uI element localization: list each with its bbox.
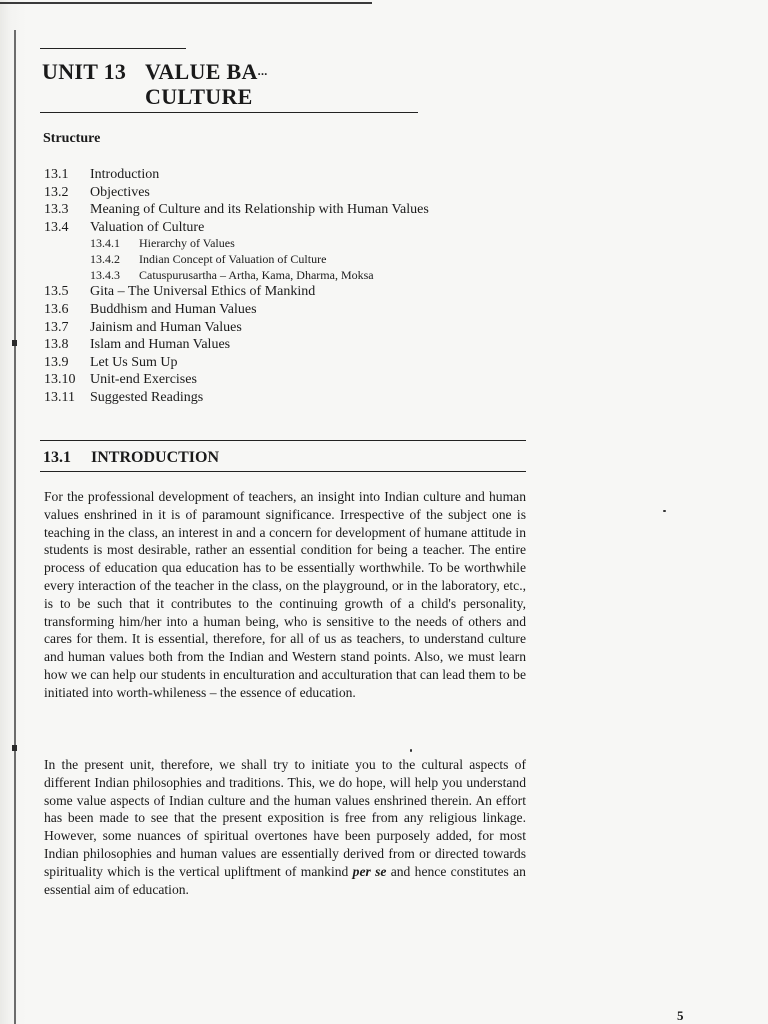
introduction-paragraph-1: For the professional development of teachers, an insight into Indian culture and human values enshrined in it is of paramount significance. Irrespective of the subject one is teaching in the class, an interest in and a concern for development of humane attitude in students is most desirable, rather an essential condition for being a teacher. The entire process of education qua education has to be essentially worthwhile. To be worthwhile every interaction of the teacher in the class, on the playground, or in the laboratory, etc., is to be such that it contributes to the continuing growth of a child's personality, transforming him/her into a human being, who is sensitive to the needs of others and cares for them. It is essential, therefore, for all of us as teachers, to understand culture and human values both from the Indian and Western stand points. Also, we must learn how we can help our students in enculturation and acculturation that can lead them to be initiated into worth-whileness – the essence of education.: [44, 489, 526, 700]
toc-item-title: Indian Concept of Valuation of Culture: [139, 252, 327, 267]
toc-item: [44, 389, 524, 407]
toc-item: [44, 166, 524, 184]
title-rule-bottom: [40, 112, 418, 113]
binding-mark: [12, 340, 17, 346]
toc-item-number: 13.4: [44, 219, 69, 235]
unit-number: UNIT 13: [42, 59, 127, 84]
toc-item-title: Introduction: [90, 167, 160, 182]
toc-item-number: 13.7: [44, 319, 69, 335]
toc-item: [44, 219, 524, 237]
introduction-paragraph-2: [44, 756, 526, 898]
toc-subitem: [44, 236, 524, 252]
toc-item-title: Gita – The Universal Ethics of Mankind: [90, 284, 316, 300]
toc-item: [44, 371, 524, 389]
toc-item-number: 13.11: [44, 390, 75, 406]
toc-item-title: Buddhism and Human Values: [90, 302, 257, 318]
section-number: 13.1: [43, 449, 71, 466]
table-of-contents: [44, 166, 524, 407]
unit-title-line1: VALUE BA: [145, 59, 258, 84]
section-rule-top: [40, 440, 526, 441]
toc-item-number: 13.10: [44, 372, 76, 388]
toc-item-number: 13.8: [44, 337, 69, 353]
toc-item: [44, 184, 524, 202]
title-rule-top: [40, 48, 186, 49]
toc-item: [44, 336, 524, 354]
paragraph-text: In the present unit, therefore, we shall try to initiate you to the cultural aspects of different Indian philosophies and traditions. This, we do hope, will help you understand some value aspects of Indian culture and the human values enshrined therein. An effort has been made to see that the present exposition is free from any religious linkage. However, some nuances of spiritual overtones have been purposely added, for most Indian philosophies and human values are essentially derived from or directed towards spirituality which is the vertical upliftment of mankind: [44, 757, 526, 879]
section-title: INTRODUCTION: [91, 449, 220, 466]
toc-item-number: 13.1: [44, 167, 69, 182]
toc-item-number: 13.2: [44, 184, 69, 200]
section-rule-bottom: [40, 471, 526, 472]
paragraph-text: and hence constitutes an essential aim of education.: [44, 863, 526, 897]
toc-item-title: Hierarchy of Values: [139, 236, 235, 251]
toc-subitem: [44, 252, 524, 268]
toc-item-number: 13.4.2: [90, 252, 120, 267]
binding-mark: [12, 745, 17, 751]
unit-title-line2: CULTURE: [145, 84, 253, 109]
top-edge-rule: [0, 2, 372, 4]
toc-item-title: Suggested Readings: [90, 390, 204, 406]
unit-title: [42, 58, 268, 85]
toc-item-title: Valuation of Culture: [90, 219, 205, 235]
toc-item-number: 13.4.1: [90, 236, 120, 251]
toc-item-title: Islam and Human Values: [90, 337, 231, 353]
toc-item-title: Jainism and Human Values: [90, 319, 242, 335]
toc-item-number: 13.4.3: [90, 267, 120, 282]
page-number: 5: [677, 1008, 684, 1023]
structure-heading: Structure: [43, 131, 101, 146]
toc-item: [44, 301, 524, 319]
toc-item-number: 13.3: [44, 202, 69, 218]
section-heading: [43, 448, 219, 468]
unit-title-cut: ...: [257, 64, 268, 78]
paragraph-italic-text: per se: [352, 863, 387, 879]
scan-speck: [663, 510, 666, 512]
scan-speck: [410, 749, 412, 752]
toc-item-title: Meaning of Culture and its Relationship with Human Values: [90, 202, 429, 218]
toc-item-number: 13.6: [44, 302, 69, 318]
toc-item: [44, 354, 524, 372]
toc-item-title: Objectives: [90, 184, 150, 200]
page-binding-shadow: [0, 0, 26, 1024]
toc-subitem: [44, 268, 524, 284]
page-binding-line: [14, 30, 16, 1024]
toc-item-title: Unit-end Exercises: [90, 372, 197, 388]
toc-item: [44, 319, 524, 337]
toc-item: [44, 201, 524, 219]
toc-item: [44, 283, 524, 301]
toc-item-number: 13.9: [44, 354, 69, 370]
toc-item-number: 13.5: [44, 284, 69, 300]
toc-item-title: Catuspurusartha – Artha, Kama, Dharma, Moksa: [139, 267, 374, 282]
toc-item-title: Let Us Sum Up: [90, 354, 178, 370]
